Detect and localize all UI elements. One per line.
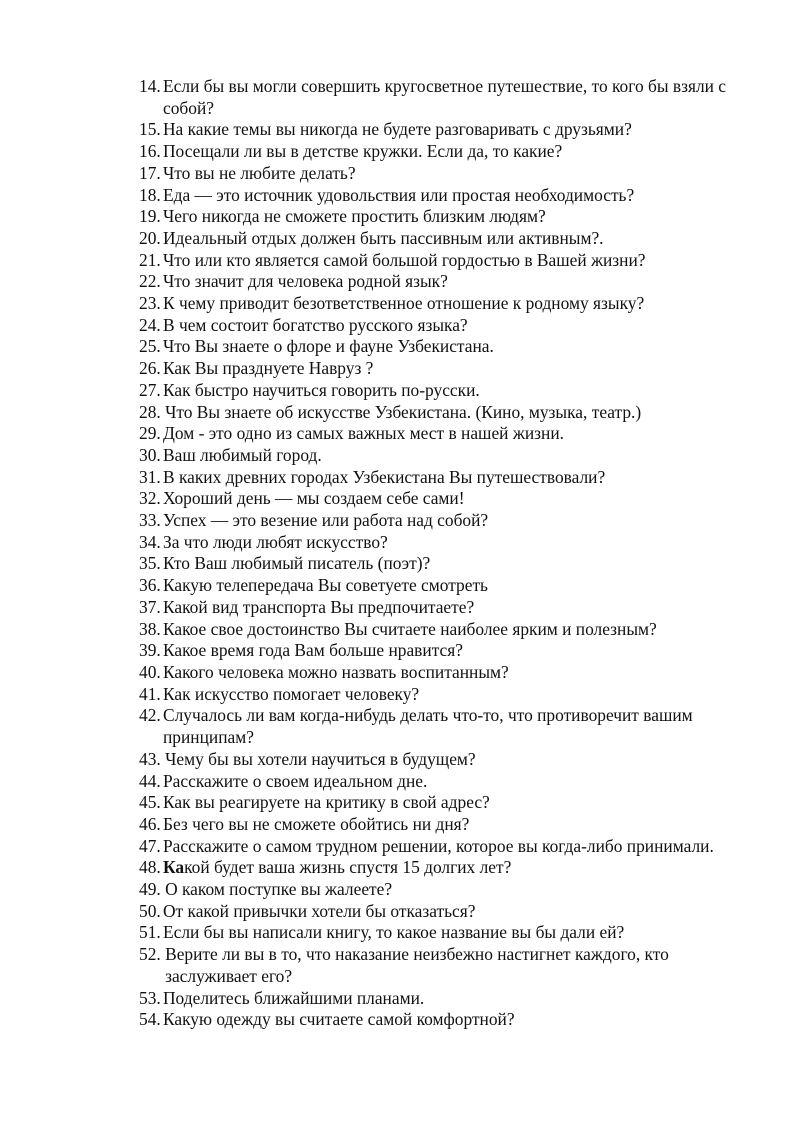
question-item [139, 141, 759, 163]
question-text: В каких древних городах Узбекистана Вы путешествовали? [163, 466, 606, 487]
question-item [139, 944, 759, 987]
question-number: 51. [139, 922, 161, 943]
question-item [139, 836, 759, 858]
question-number: 33. [139, 510, 161, 531]
question-text: Расскажите о своем идеальном дне. [163, 770, 428, 791]
question-number: 23. [139, 293, 161, 314]
question-text: Какое время года Вам больше нравится? [163, 640, 463, 661]
question-text: К чему приводит безответственное отношение к родному языку? [163, 293, 645, 314]
question-number: 40. [139, 661, 161, 682]
question-text: Посещали ли вы в детстве кружки. Если да, то какие? [163, 141, 563, 162]
question-text: Как быстро научиться говорить по-русски. [163, 379, 480, 400]
question-text: Ваш любимый город. [163, 444, 322, 465]
question-item [139, 705, 759, 748]
question-text: Хороший день — мы создаем себе сами! [163, 488, 465, 509]
question-number: 21. [139, 249, 161, 270]
question-number: 20. [139, 227, 161, 248]
question-text: Чему бы вы хотели научиться в будущем? [165, 748, 476, 769]
question-text: Идеальный отдых должен быть пассивным или активным?. [163, 227, 604, 248]
question-number: 47. [139, 835, 161, 856]
question-number: 25. [139, 336, 161, 357]
question-number: 44. [139, 770, 161, 791]
question-number: 38. [139, 618, 161, 639]
question-text [163, 857, 759, 879]
question-text: От какой привычки хотели бы отказаться? [163, 900, 476, 921]
question-item [139, 922, 759, 944]
question-item [139, 315, 759, 337]
question-item [139, 640, 759, 662]
question-item [139, 684, 759, 706]
question-text: Как вы реагируете на критику в свой адрес? [163, 792, 490, 813]
question-item [139, 553, 759, 575]
question-text: Какую телепередача Вы советуете смотреть [163, 575, 488, 596]
question-item [139, 879, 759, 901]
question-item [139, 119, 759, 141]
question-item [139, 597, 759, 619]
question-number: 14. [139, 76, 161, 96]
question-number: 27. [139, 379, 161, 400]
question-text-rest: кой будет ваша жизнь спустя 15 долгих лет? [184, 857, 512, 878]
question-text: За что люди любят искусство? [163, 531, 388, 552]
question-text: Какую одежду вы считаете самой комфортной? [163, 1009, 515, 1030]
question-number: 49. [139, 879, 166, 900]
question-text: Что Вы знаете об искусстве Узбекистана. (Кино, музыка, театр.) [165, 401, 642, 422]
question-text: Как Вы празднуете Навруз ? [163, 358, 374, 379]
question-number: 22. [139, 271, 161, 292]
question-text: Поделитесь ближайшими планами. [163, 987, 425, 1008]
question-text: Что вы не любите делать? [163, 162, 356, 183]
question-number: 48. [139, 857, 161, 878]
question-item [139, 293, 759, 315]
question-item [139, 206, 759, 228]
question-text: Если бы вы написали книгу, то какое название вы бы дали ей? [163, 922, 625, 943]
question-item [139, 185, 759, 207]
question-number: 16. [139, 141, 161, 162]
question-item [139, 488, 759, 510]
question-number: 36. [139, 575, 161, 596]
question-text: Кто Ваш любимый писатель (поэт)? [163, 553, 431, 574]
question-text: Расскажите о самом трудном решении, которое вы когда-либо принимали. [163, 835, 714, 856]
question-item [139, 749, 759, 771]
question-text: Какой вид транспорта Вы предпочитаете? [163, 596, 475, 617]
question-item [139, 163, 759, 185]
question-item [139, 814, 759, 836]
question-text: Что Вы знаете о флоре и фауне Узбекистана. [163, 336, 494, 357]
question-number: 50. [139, 900, 161, 921]
question-item [139, 901, 759, 923]
question-list [139, 76, 759, 1031]
question-item [139, 619, 759, 641]
question-number: 18. [139, 184, 161, 205]
question-text: Что или кто является самой большой гордостью в Вашей жизни? [163, 249, 646, 270]
question-number: 37. [139, 596, 161, 617]
question-number: 24. [139, 314, 161, 335]
question-text: Дом - это одно из самых важных мест в нашей жизни. [163, 423, 564, 444]
question-text: Верите ли вы в то, что наказание неизбежно настигнет каждого, кто заслуживает его? [165, 944, 669, 986]
question-number: 45. [139, 792, 161, 813]
question-number: 19. [139, 206, 161, 227]
question-number: 52. [139, 944, 166, 965]
question-text: Если бы вы могли совершить кругосветное путешествие, то кого бы взяли с собой? [163, 76, 727, 118]
question-text: Еда — это источник удовольствия или простая необходимость? [163, 184, 635, 205]
question-text: Успех — это везение или работа над собой? [163, 510, 489, 531]
question-item [139, 662, 759, 684]
question-text-bold-part: Ка [163, 857, 185, 878]
question-text: На какие темы вы никогда не будете разговаривать с друзьями? [163, 119, 632, 140]
question-number: 28. [139, 401, 166, 422]
question-item [139, 1009, 759, 1031]
question-item [139, 250, 759, 272]
question-number: 53. [139, 987, 161, 1008]
question-item [139, 76, 759, 119]
question-item [139, 380, 759, 402]
question-number: 32. [139, 488, 161, 509]
question-number: 39. [139, 640, 161, 661]
question-number: 15. [139, 119, 161, 140]
question-item [139, 532, 759, 554]
question-item [139, 423, 759, 445]
question-item [139, 336, 759, 358]
question-text: Какое свое достоинство Вы считаете наиболее ярким и полезным? [163, 618, 657, 639]
question-item [139, 792, 759, 814]
question-text: В чем состоит богатство русского языка? [163, 314, 468, 335]
question-number: 17. [139, 162, 161, 183]
question-number: 41. [139, 683, 161, 704]
question-item [139, 771, 759, 793]
question-text: Случалось ли вам когда-нибудь делать что-то, что противоречит вашим принципам? [163, 705, 693, 748]
question-item [139, 988, 759, 1010]
question-text: Чего никогда не сможете простить близким людям? [163, 206, 546, 227]
question-number: 29. [139, 423, 161, 444]
question-number: 43. [139, 748, 166, 769]
question-number: 30. [139, 444, 161, 465]
question-item [139, 857, 759, 879]
question-item [139, 358, 759, 380]
question-number: 46. [139, 813, 161, 834]
question-number: 34. [139, 531, 161, 552]
question-number: 31. [139, 466, 161, 487]
question-text: Что значит для человека родной язык? [163, 271, 448, 292]
question-text: Какого человека можно назвать воспитанным? [163, 661, 509, 682]
question-item [139, 575, 759, 597]
question-number: 26. [139, 358, 161, 379]
question-text: О каком поступке вы жалеете? [165, 879, 393, 900]
question-item [139, 271, 759, 293]
question-text: Без чего вы не сможете обойтись ни дня? [163, 813, 470, 834]
question-item [139, 228, 759, 250]
question-number: 35. [139, 553, 161, 574]
question-item [139, 467, 759, 489]
question-number: 54. [139, 1009, 161, 1030]
question-number: 42. [139, 705, 161, 726]
question-item [139, 445, 759, 467]
question-text: Как искусство помогает человеку? [163, 683, 420, 704]
question-item [139, 510, 759, 532]
question-item [139, 402, 759, 424]
